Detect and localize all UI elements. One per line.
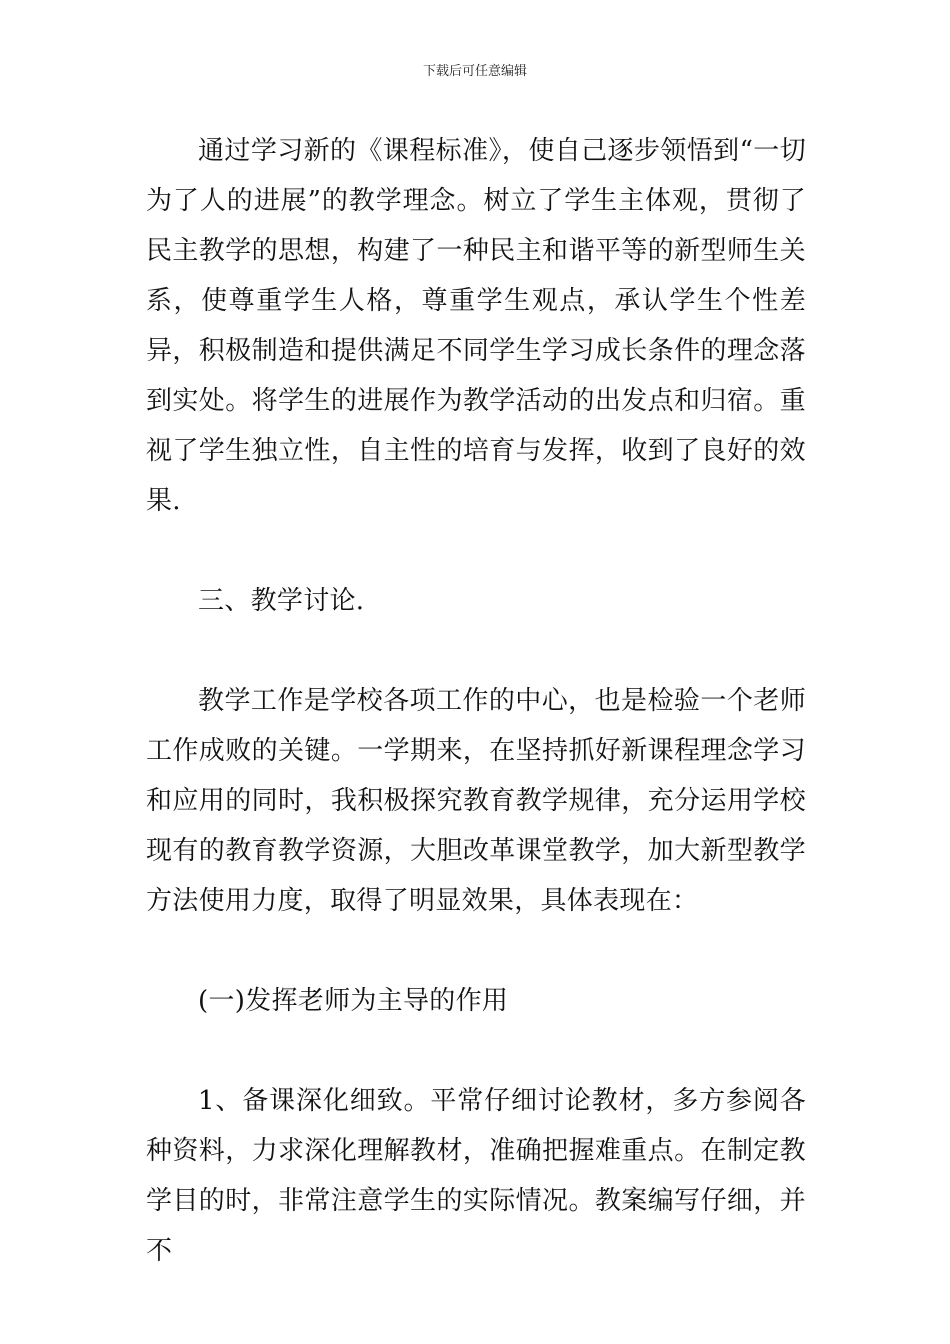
section-heading-teaching-discussion: 三、教学讨论. [198,586,365,616]
page-header: 下载后可任意编辑 [422,64,527,79]
paragraph-gap [146,926,806,976]
paragraph-gap [146,626,806,676]
paragraph-gap [146,526,806,576]
paragraph-gap [146,1026,806,1076]
paragraph-curriculum-standard: 通过学习新的《课程标准》，使自己逐步领悟到“一切为了人的进展”的教学理念。树立了学生主体观，贯彻了民主教学的思想，构建了一种民主和谐平等的新型师生关系，使尊重学生人格，尊重学生观点，承认学生个性差异，积极制造和提供满足不同学生学习成长条件的理念落到实处。将学生的进展作为教学活动的出发点和归宿。重视了学生独立性，自主性的培育与发挥，收到了良好的效果. [146,136,806,516]
document-body [146,126,806,1276]
paragraph-teaching-work: 教学工作是学校各项工作的中心，也是检验一个老师工作成败的关键。一学期来，在坚持抓好新课程理念学习和应用的同时，我积极探究教育教学规律，充分运用学校现有的教育教学资源，大胆改革课堂教学，加大新型教学方法使用力度，取得了明显效果，具体表现在： [146,686,806,916]
subheading-teacher-role: (一)发挥老师为主导的作用 [198,986,509,1016]
paragraph-lesson-preparation: 1、备课深化细致。平常仔细讨论教材，多方参阅各种资料，力求深化理解教材，准确把握难重点。在制定教学目的时，非常注意学生的实际情况。教案编写仔细，并不 [146,1086,806,1266]
